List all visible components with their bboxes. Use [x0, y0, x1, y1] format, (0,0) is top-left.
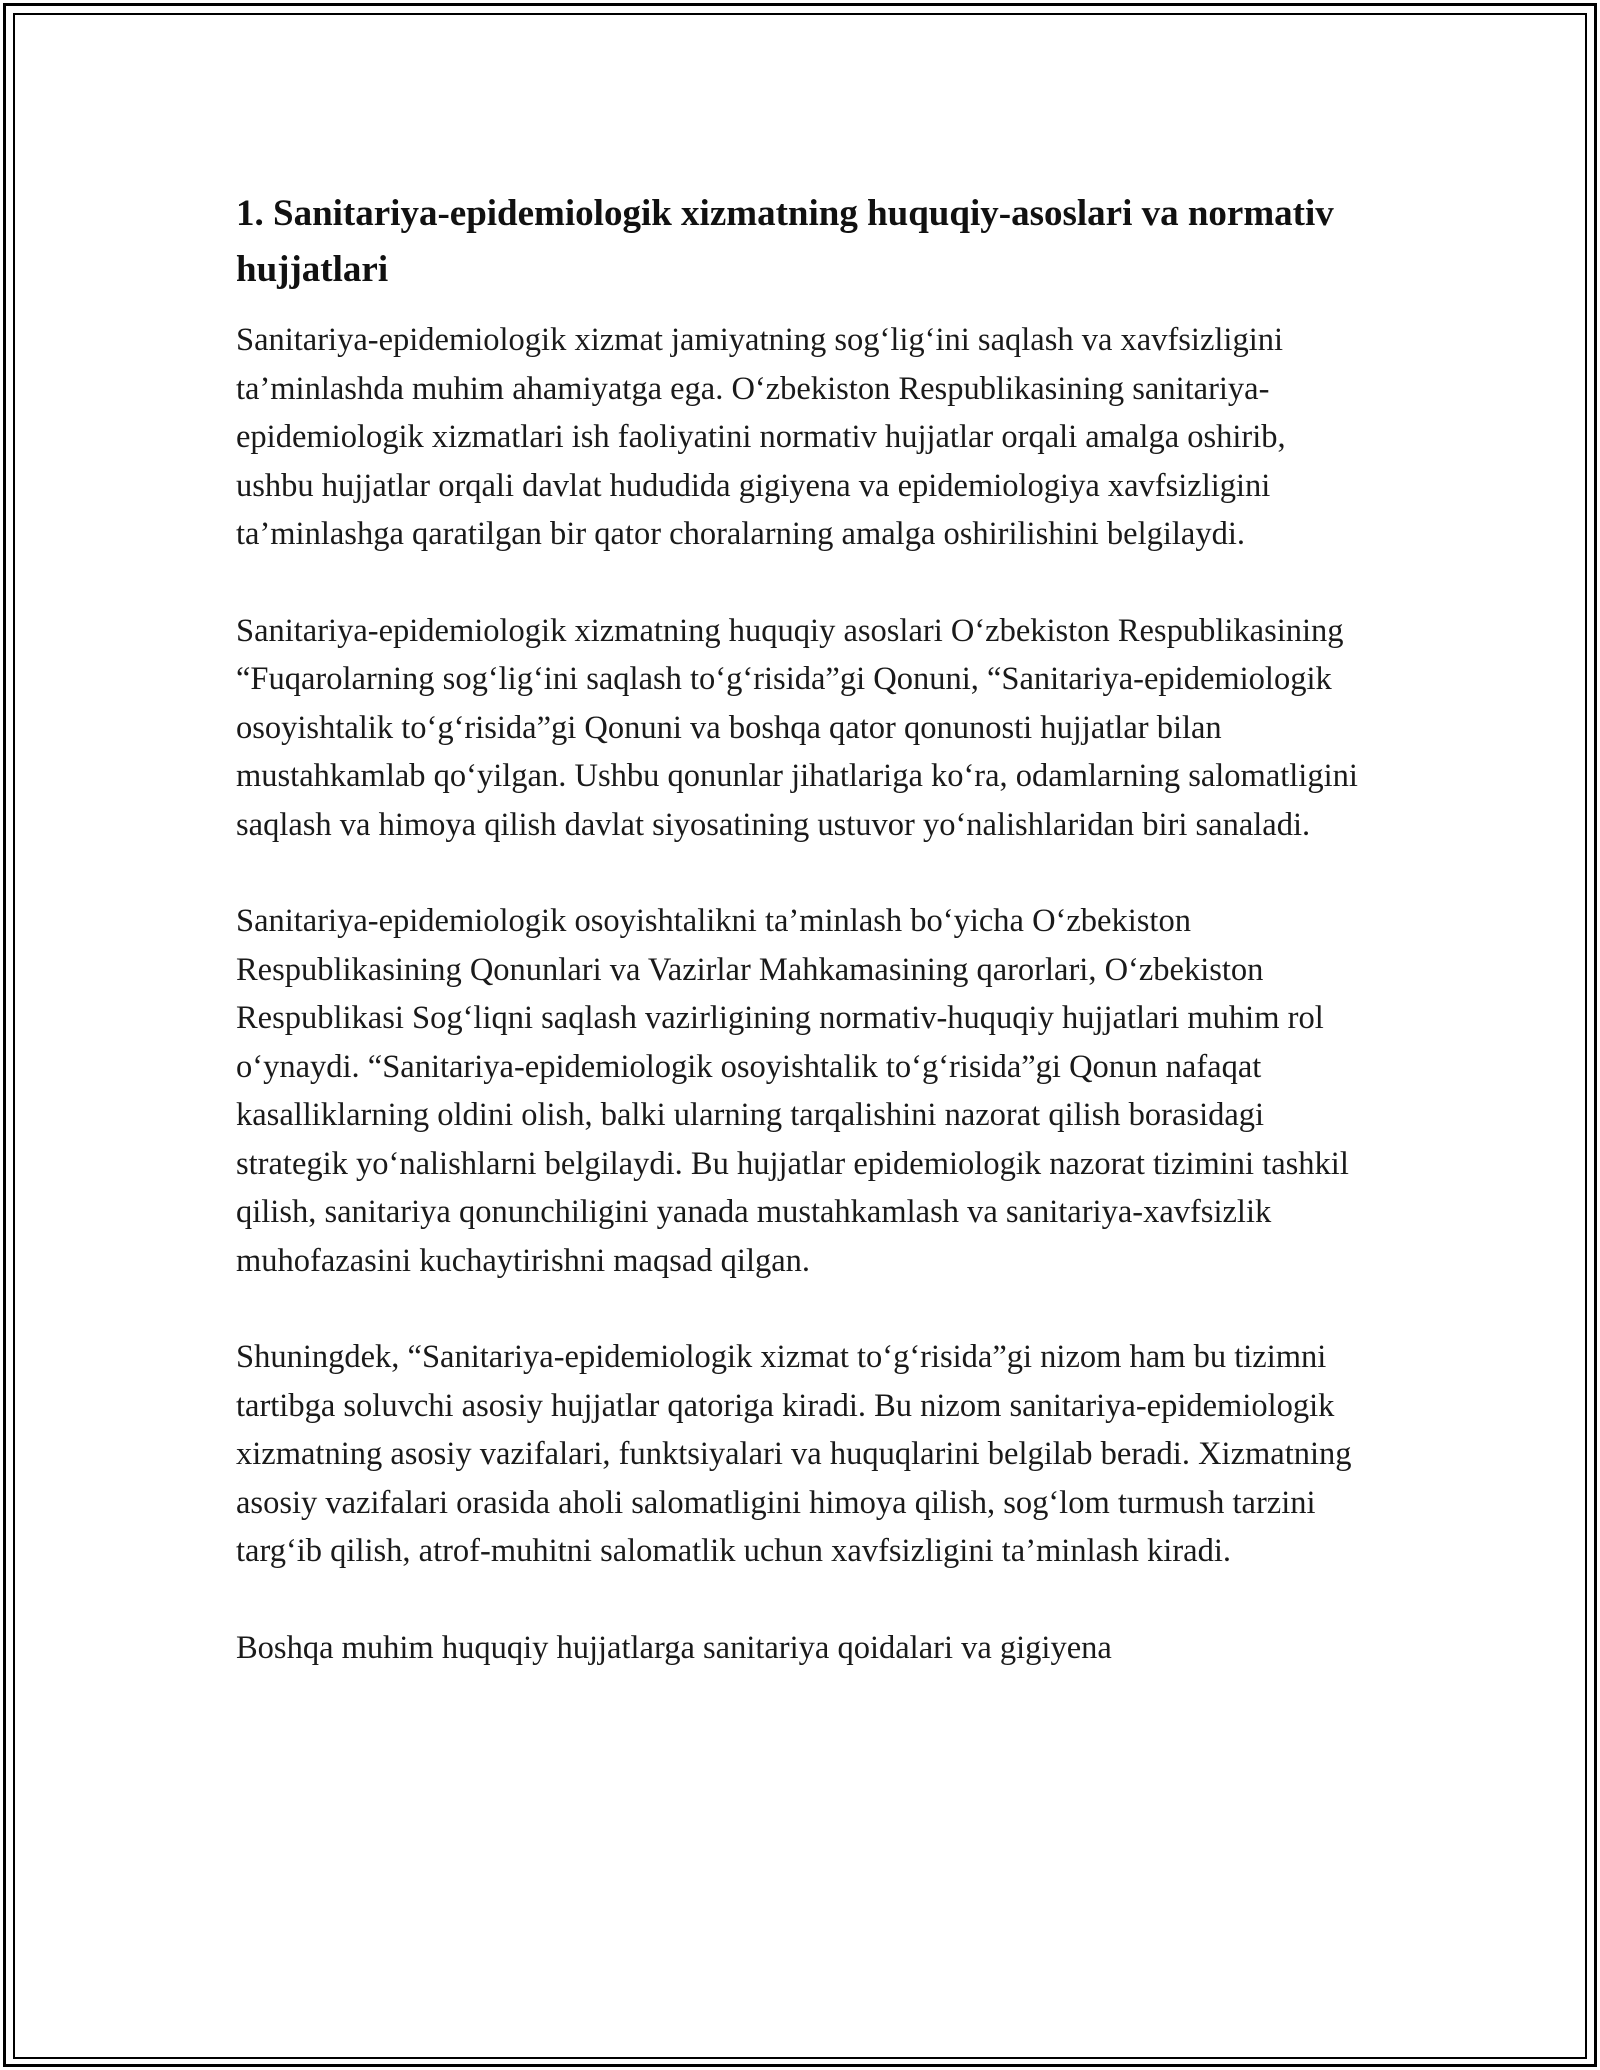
paragraph-2: Sanitariya-epidemiologik xizmatning huquqiy asoslari O‘zbekiston Respublikasining “Fuqarolarning sog‘lig‘ini saqlash to‘g‘risida”gi Qonuni, “Sanitariya-epidemiologik osoyishtalik to‘g‘risida”gi Qonuni va boshqa qator qonunosti hujjatlar bilan mustahkamlab qo‘yilgan. Ushbu qonunlar jihatlariga ko‘ra, odamlarning salomatligini saqlash va himoya qilish davlat siyosatining ustuvor yo‘nalishlaridan biri sanaladi.: [236, 612, 1358, 843]
paragraph-3: Sanitariya-epidemiologik osoyishtalikni ta’minlash bo‘yicha O‘zbekiston Respublikasining Qonunlari va Vazirlar Mahkamasining qarorlari, O‘zbekiston Respublikasi Sog‘liqni saqlash vazirligining normativ-huquqiy hujjatlari muhim rol o‘ynaydi. “Sanitariya-epidemiologik osoyishtalik to‘g‘risida”gi Qonun nafaqat kasalliklarning oldini olish, balki ularning tarqalishini nazorat qilish borasidagi strategik yo‘nalishlarni belgilaydi. Bu hujjatlar epidemiologik nazorat tizimini tashkil qilish, sanitariya qonunchiligini yanada mustahkamlash va sanitariya-xavfsizlik muhofazasini kuchaytirishni maqsad qilgan.: [236, 903, 1349, 1279]
paragraph-5: Boshqa muhim huquqiy hujjatlarga sanitariya qoidalari va gigiyena: [236, 1629, 1112, 1666]
paragraph-1: Sanitariya-epidemiologik xizmat jamiyatning sog‘lig‘ini saqlash va xavfsizligini ta’minlashda muhim ahamiyatga ega. O‘zbekiston Respublikasining sanitariya-epidemiologik xizmatlari ish faoliyatini normativ hujjatlar orqali amalga oshirib, ushbu hujjatlar orqali davlat hududida gigiyena va epidemiologiya xavfsizligini ta’minlashga qaratilgan bir qator choralarning amalga oshirilishini belgilaydi.: [236, 322, 1286, 552]
paragraph-4: Shuningdek, “Sanitariya-epidemiologik xizmat to‘g‘risida”gi nizom ham bu tizimni tartibga soluvchi asosiy hujjatlar qatoriga kiradi. Bu nizom sanitariya-epidemiologik xizmatning asosiy vazifalari, funktsiyalari va huquqlarini belgilab beradi. Xizmatning asosiy vazifalari orasida aholi salomatligini himoya qilish, sog‘lom turmush tarzini targ‘ib qilish, atrof-muhitni salomatlik uchun xavfsizligini ta’minlash kiradi.: [236, 1339, 1352, 1569]
section-heading: 1. Sanitariya-epidemiologik xizmatning huquqiy-asoslari va normativ hujjatlari: [236, 193, 1334, 290]
document-page: [236, 186, 1366, 1720]
